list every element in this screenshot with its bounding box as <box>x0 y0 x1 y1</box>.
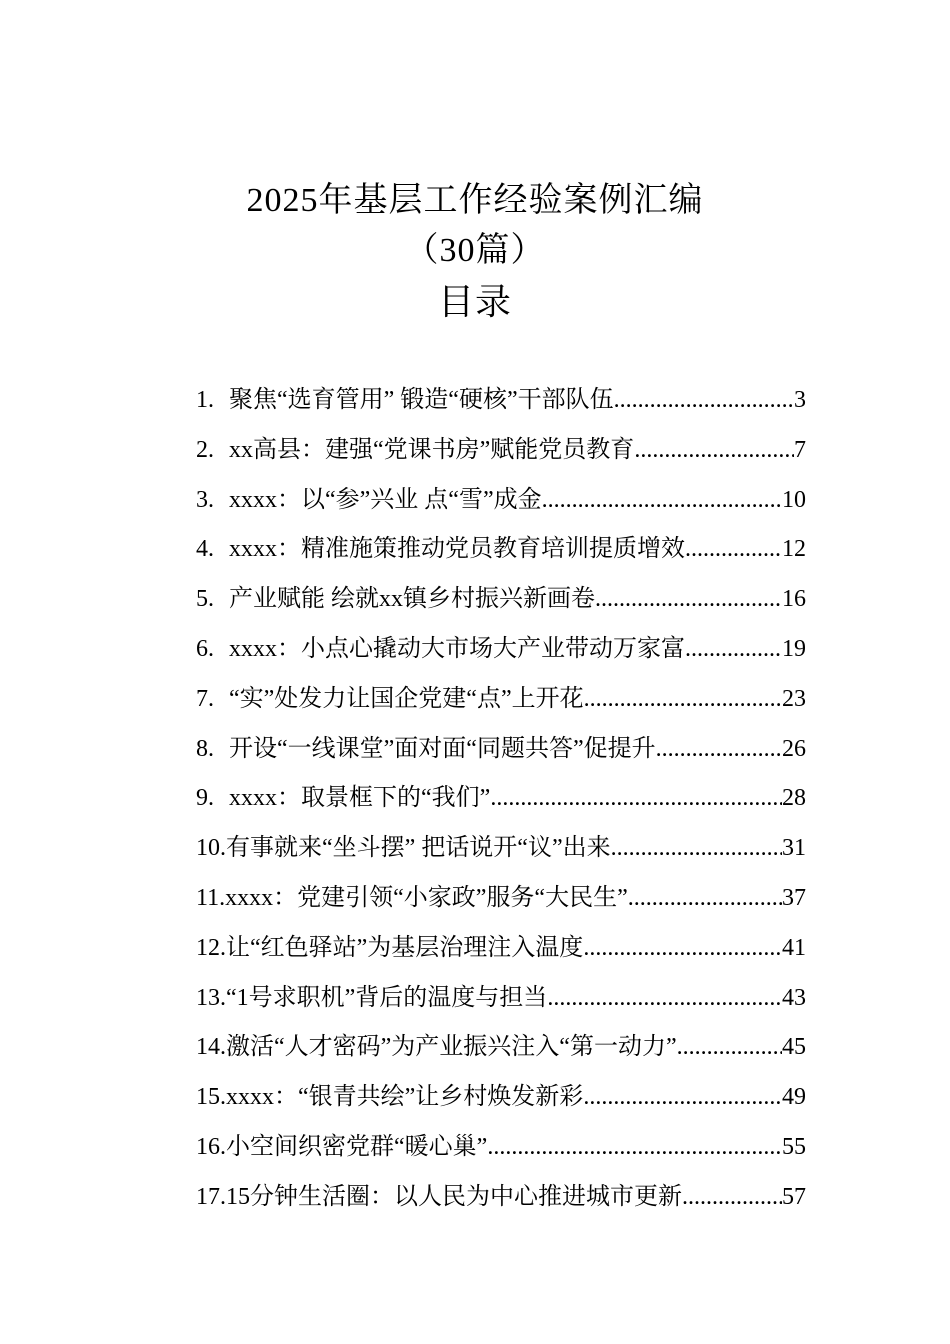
toc-dot-leader <box>547 978 782 1018</box>
toc-entry-number: 15. <box>196 1084 226 1111</box>
toc-entry-page-number: 7 <box>794 436 806 463</box>
toc-entry-page-number: 19 <box>782 635 806 662</box>
toc-entry-number: 17. <box>196 1183 226 1210</box>
toc-dot-leader <box>583 928 782 968</box>
toc-entry-title: 有事就来“坐斗摆” 把话说开“议”出来 <box>226 835 611 862</box>
toc-entry-title: xxxx：党建引领“小家政”服务“大民生” <box>225 884 628 911</box>
toc-entry[interactable] <box>196 1027 806 1077</box>
toc-entry-title: “实”处发力让国企党建“点”上开花 <box>229 685 584 712</box>
toc-dot-leader <box>614 380 794 420</box>
toc-entry[interactable] <box>196 878 806 928</box>
toc-dot-leader <box>542 480 782 520</box>
toc-entry-page-number: 3 <box>794 387 806 413</box>
toc-entry[interactable] <box>196 1177 806 1227</box>
table-of-contents <box>196 380 806 1227</box>
toc-entry-page-number: 12 <box>782 536 806 563</box>
toc-entry-page-number: 55 <box>782 1133 806 1160</box>
toc-entry-number: 12. <box>196 934 226 961</box>
toc-entry-page-number: 16 <box>782 586 806 613</box>
toc-dot-leader <box>685 529 782 569</box>
toc-entry-title: 激活“人才密码”为产业振兴注入“第一动力” <box>226 1034 677 1061</box>
document-title: 2025年基层工作经验案例汇编 <box>246 182 704 219</box>
toc-dot-leader <box>634 430 794 470</box>
toc-dot-leader <box>628 878 782 918</box>
toc-entry-number: 8. <box>196 735 214 762</box>
toc-entry[interactable] <box>196 828 806 878</box>
toc-entry-page-number: 10 <box>782 486 806 513</box>
toc-entry-number: 9. <box>196 785 214 812</box>
toc-entry-page-number: 26 <box>782 735 806 762</box>
toc-entry-title: xxxx：以“参”兴业 点“雪”成金 <box>229 486 542 513</box>
toc-entry-number: 11. <box>196 884 226 911</box>
toc-entry[interactable] <box>196 729 806 779</box>
toc-entry-page-number: 43 <box>782 984 806 1011</box>
toc-entry-title: 开设“一线课堂”面对面“同题共答”促提升 <box>229 735 656 762</box>
toc-entry-title: xxxx：小点心撬动大市场大产业带动万家富 <box>229 635 685 662</box>
toc-entry-title: “1号求职机”背后的温度与担当 <box>226 984 548 1011</box>
toc-entry-number: 2. <box>196 436 214 463</box>
toc-entry[interactable] <box>196 380 806 430</box>
toc-entry-number: 3. <box>196 486 214 513</box>
toc-entry-page-number: 31 <box>782 835 806 862</box>
toc-dot-leader <box>490 778 782 818</box>
toc-entry[interactable] <box>196 679 806 729</box>
toc-entry[interactable] <box>196 1077 806 1127</box>
toc-entry-number: 14. <box>196 1034 226 1061</box>
toc-entry[interactable] <box>196 1127 806 1177</box>
toc-entry-number: 7. <box>196 685 214 712</box>
toc-dot-leader <box>487 1127 782 1167</box>
toc-entry-page-number: 41 <box>782 934 806 961</box>
toc-entry-page-number: 45 <box>782 1034 806 1061</box>
toc-entry-number: 13. <box>196 984 226 1011</box>
toc-entry-number: 1. <box>196 387 214 413</box>
toc-entry[interactable] <box>196 778 806 828</box>
toc-entry-title: 让“红色驿站”为基层治理注入温度 <box>226 934 584 961</box>
toc-entry-page-number: 28 <box>782 785 806 812</box>
toc-entry-title: 15分钟生活圈：以人民为中心推进城市更新 <box>226 1183 682 1210</box>
toc-dot-leader <box>685 629 782 669</box>
toc-heading: 目录 <box>437 282 512 322</box>
toc-entry[interactable] <box>196 928 806 978</box>
toc-dot-leader <box>677 1027 782 1067</box>
toc-entry-number: 4. <box>196 536 214 563</box>
toc-dot-leader <box>611 828 782 868</box>
toc-entry-page-number: 57 <box>782 1183 806 1210</box>
toc-entry-number: 10. <box>196 835 226 862</box>
toc-entry-number: 5. <box>196 586 214 613</box>
toc-entry[interactable] <box>196 430 806 480</box>
toc-dot-leader <box>583 1077 782 1117</box>
toc-dot-leader <box>595 579 782 619</box>
toc-entry-title: xxxx：“银青共绘”让乡村焕发新彩 <box>226 1084 584 1111</box>
toc-entry-page-number: 23 <box>782 685 806 712</box>
toc-entry-title: 产业赋能 绘就xx镇乡村振兴新画卷 <box>229 586 595 613</box>
toc-entry[interactable] <box>196 629 806 679</box>
toc-entry[interactable] <box>196 480 806 530</box>
toc-entry-title: 小空间织密党群“暖心巢” <box>226 1133 488 1160</box>
toc-entry-title: xxxx：精准施策推动党员教育培训提质增效 <box>229 536 685 563</box>
toc-entry-title: 聚焦“选育管用” 锻造“硬核”干部队伍 <box>229 387 614 413</box>
toc-dot-leader <box>656 729 782 769</box>
document-subtitle-count: （30篇） <box>404 232 546 269</box>
toc-entry[interactable] <box>196 529 806 579</box>
toc-dot-leader <box>682 1177 782 1217</box>
toc-entry[interactable] <box>196 579 806 629</box>
toc-entry-number: 6. <box>196 635 214 662</box>
toc-entry-title: xx高县：建强“党课书房”赋能党员教育 <box>229 436 635 463</box>
toc-entry-page-number: 49 <box>782 1084 806 1111</box>
toc-dot-leader <box>584 679 782 719</box>
toc-entry[interactable] <box>196 978 806 1028</box>
toc-entry-number: 16. <box>196 1133 226 1160</box>
toc-entry-title: xxxx：取景框下的“我们” <box>229 785 491 812</box>
toc-entry-page-number: 37 <box>782 884 806 911</box>
